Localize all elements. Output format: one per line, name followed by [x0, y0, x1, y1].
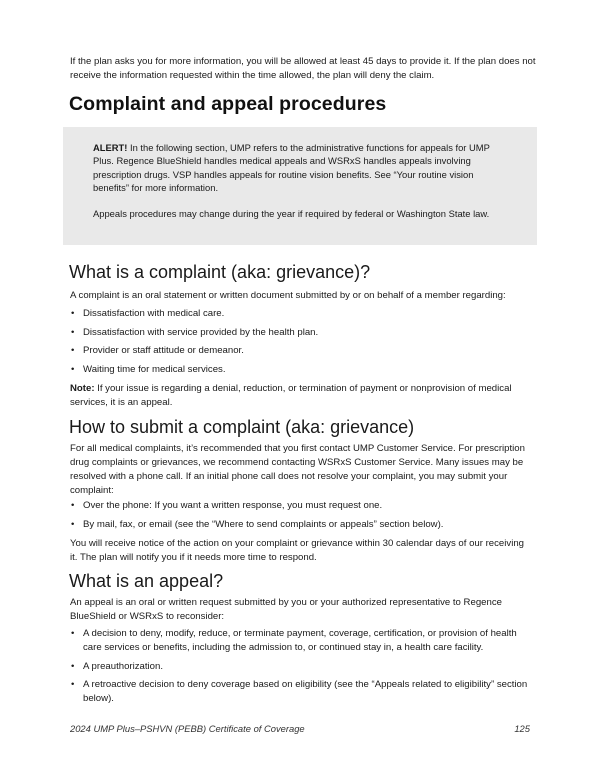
list-item: • A decision to deny, modify, reduce, or terminate payment, coverage, certification, or provision of health care services or benefits, including the admission to, or continued stay in, a health care facility. — [70, 627, 532, 655]
note-text: If your issue is regarding a denial, reduction, or termination of payment or nonprovision of medical services, it is an appeal. — [70, 383, 512, 408]
list-item: • Dissatisfaction with service provided by the health plan. — [70, 326, 532, 340]
list-item: • A retroactive decision to deny coverage based on eligibility (see the “Appeals related to eligibility” section below). — [70, 678, 532, 706]
complaint-note — [70, 382, 532, 410]
submit-list — [70, 499, 532, 532]
page-title: Complaint and appeal procedures — [69, 93, 387, 115]
list-item: • Over the phone: If you want a written response, you must request one. — [70, 499, 532, 513]
list-item: • A preauthorization. — [70, 660, 532, 674]
alert-paragraph — [93, 141, 493, 195]
list-item: • Waiting time for medical services. — [70, 363, 532, 377]
list-item: • Provider or staff attitude or demeanor. — [70, 344, 532, 358]
complaint-lead: A complaint is an oral statement or written document submitted by or on behalf of a member regarding: — [70, 290, 506, 301]
page-number: 125 — [514, 723, 530, 734]
submit-lead: For all medical complaints, it’s recommended that you first contact UMP Customer Service. For prescription drug complaints or grievances, we recommend contacting WSRxS Customer Service. Many issues may be resolved with a phone call. If an initial phone call does not resolve your complaint, you may submit your complaint: — [70, 443, 525, 496]
alert-paragraph-2: Appeals procedures may change during the year if required by federal or Washington State law. — [93, 208, 490, 219]
complaint-heading: What is a complaint (aka: grievance)? — [69, 262, 371, 282]
intro-paragraph: If the plan asks you for more information, you will be allowed at least 45 days to provide it. If the plan does not receive the information requested within the time allowed, the plan will deny the claim. — [70, 56, 536, 81]
appeal-lead: An appeal is an oral or written request submitted by you or your authorized representative to Regence BlueShield or WSRxS to reconsider: — [70, 597, 502, 622]
alert-box — [63, 127, 537, 245]
footer-title: 2024 UMP Plus–PSHVN (PEBB) Certificate of Coverage — [70, 723, 305, 734]
list-item: • Dissatisfaction with medical care. — [70, 307, 532, 321]
appeal-heading: What is an appeal? — [69, 571, 224, 591]
complaint-list — [70, 307, 532, 377]
submit-closing: You will receive notice of the action on your complaint or grievance within 30 calendar days of our receiving it. The plan will notify you if it needs more time to respond. — [70, 538, 525, 563]
submit-heading: How to submit a complaint (aka: grievance) — [69, 417, 415, 437]
alert-body: In the following section, UMP refers to the administrative functions for appeals for UMP Plus. Regence BlueShield handles medical appeals and WSRxS handles appeals involving prescription drugs. VSP handles appeals for routine vision benefits. See “Your routine vision benefits” for more information. — [93, 142, 490, 194]
alert-label: ALERT! — [93, 142, 128, 153]
list-item: • By mail, fax, or email (see the “Where to send complaints or appeals” section below). — [70, 518, 532, 532]
appeal-list — [70, 627, 532, 706]
note-label: Note: — [70, 383, 95, 394]
